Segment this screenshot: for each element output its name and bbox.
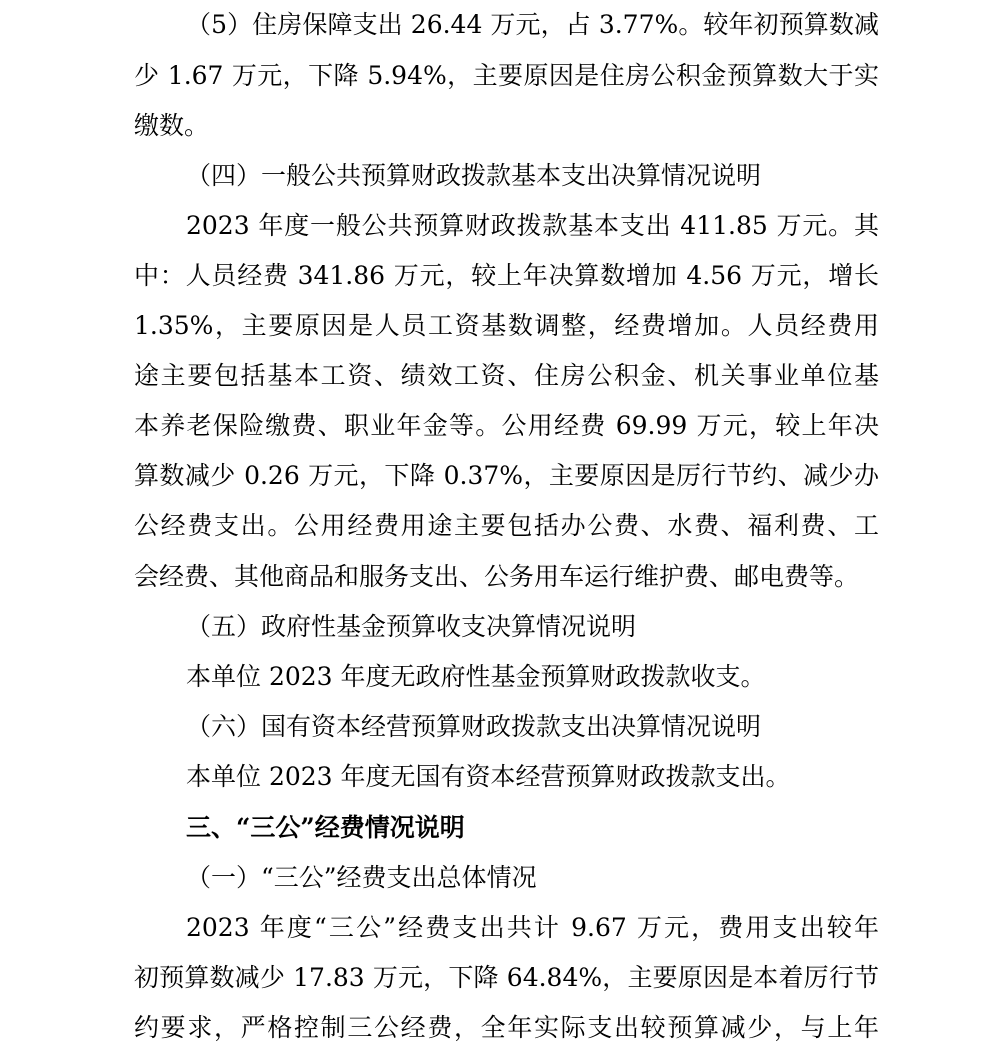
section-heading: （四）一般公共预算财政拨款基本支出决算情况说明: [186, 161, 762, 190]
paragraph-line: 1.35%，主要原因是人员工资基数调整，经费增加。人员经费用: [134, 311, 879, 340]
section-heading: （一）“三公”经费支出总体情况: [186, 863, 537, 892]
paragraph-line: 会经费、其他商品和服务支出、公务用车运行维护费、邮电费等。: [134, 562, 860, 591]
section-heading: （五）政府性基金预算收支决算情况说明: [186, 612, 637, 641]
paragraph-line: 中：人员经费 341.86 万元，较上年决算数增加 4.56 万元，增长: [134, 261, 879, 290]
paragraph-line: 2023 年度一般公共预算财政拨款基本支出 411.85 万元。其: [186, 211, 879, 240]
paragraph-line: 约要求，严格控制三公经费，全年实际支出较预算减少，与上年: [134, 1013, 879, 1042]
paragraph-line: （5）住房保障支出 26.44 万元，占 3.77%。较年初预算数减: [186, 10, 879, 39]
paragraph-line: 缴数。: [134, 111, 210, 140]
paragraph-line: 公经费支出。公用经费用途主要包括办公费、水费、福利费、工: [134, 511, 879, 540]
chapter-heading: 三、“三公”经费情况说明: [186, 813, 465, 842]
paragraph-line: 2023 年度“三公”经费支出共计 9.67 万元，费用支出较年: [186, 913, 879, 942]
section-heading: （六）国有资本经营预算财政拨款支出决算情况说明: [186, 712, 762, 741]
paragraph-line: 算数减少 0.26 万元，下降 0.37%，主要原因是厉行节约、减少办: [134, 461, 879, 490]
paragraph-line: 本养老保险缴费、职业年金等。公用经费 69.99 万元，较上年决: [134, 411, 879, 440]
paragraph-line: 少 1.67 万元，下降 5.94%，主要原因是住房公积金预算数大于实: [134, 61, 879, 90]
paragraph-line: 途主要包括基本工资、绩效工资、住房公积金、机关事业单位基: [134, 361, 879, 390]
paragraph-line: 本单位 2023 年度无政府性基金预算财政拨款收支。: [186, 662, 766, 691]
paragraph-line: 初预算数减少 17.83 万元，下降 64.84%，主要原因是本着厉行节: [134, 963, 879, 992]
paragraph-line: 本单位 2023 年度无国有资本经营预算财政拨款支出。: [186, 762, 791, 791]
